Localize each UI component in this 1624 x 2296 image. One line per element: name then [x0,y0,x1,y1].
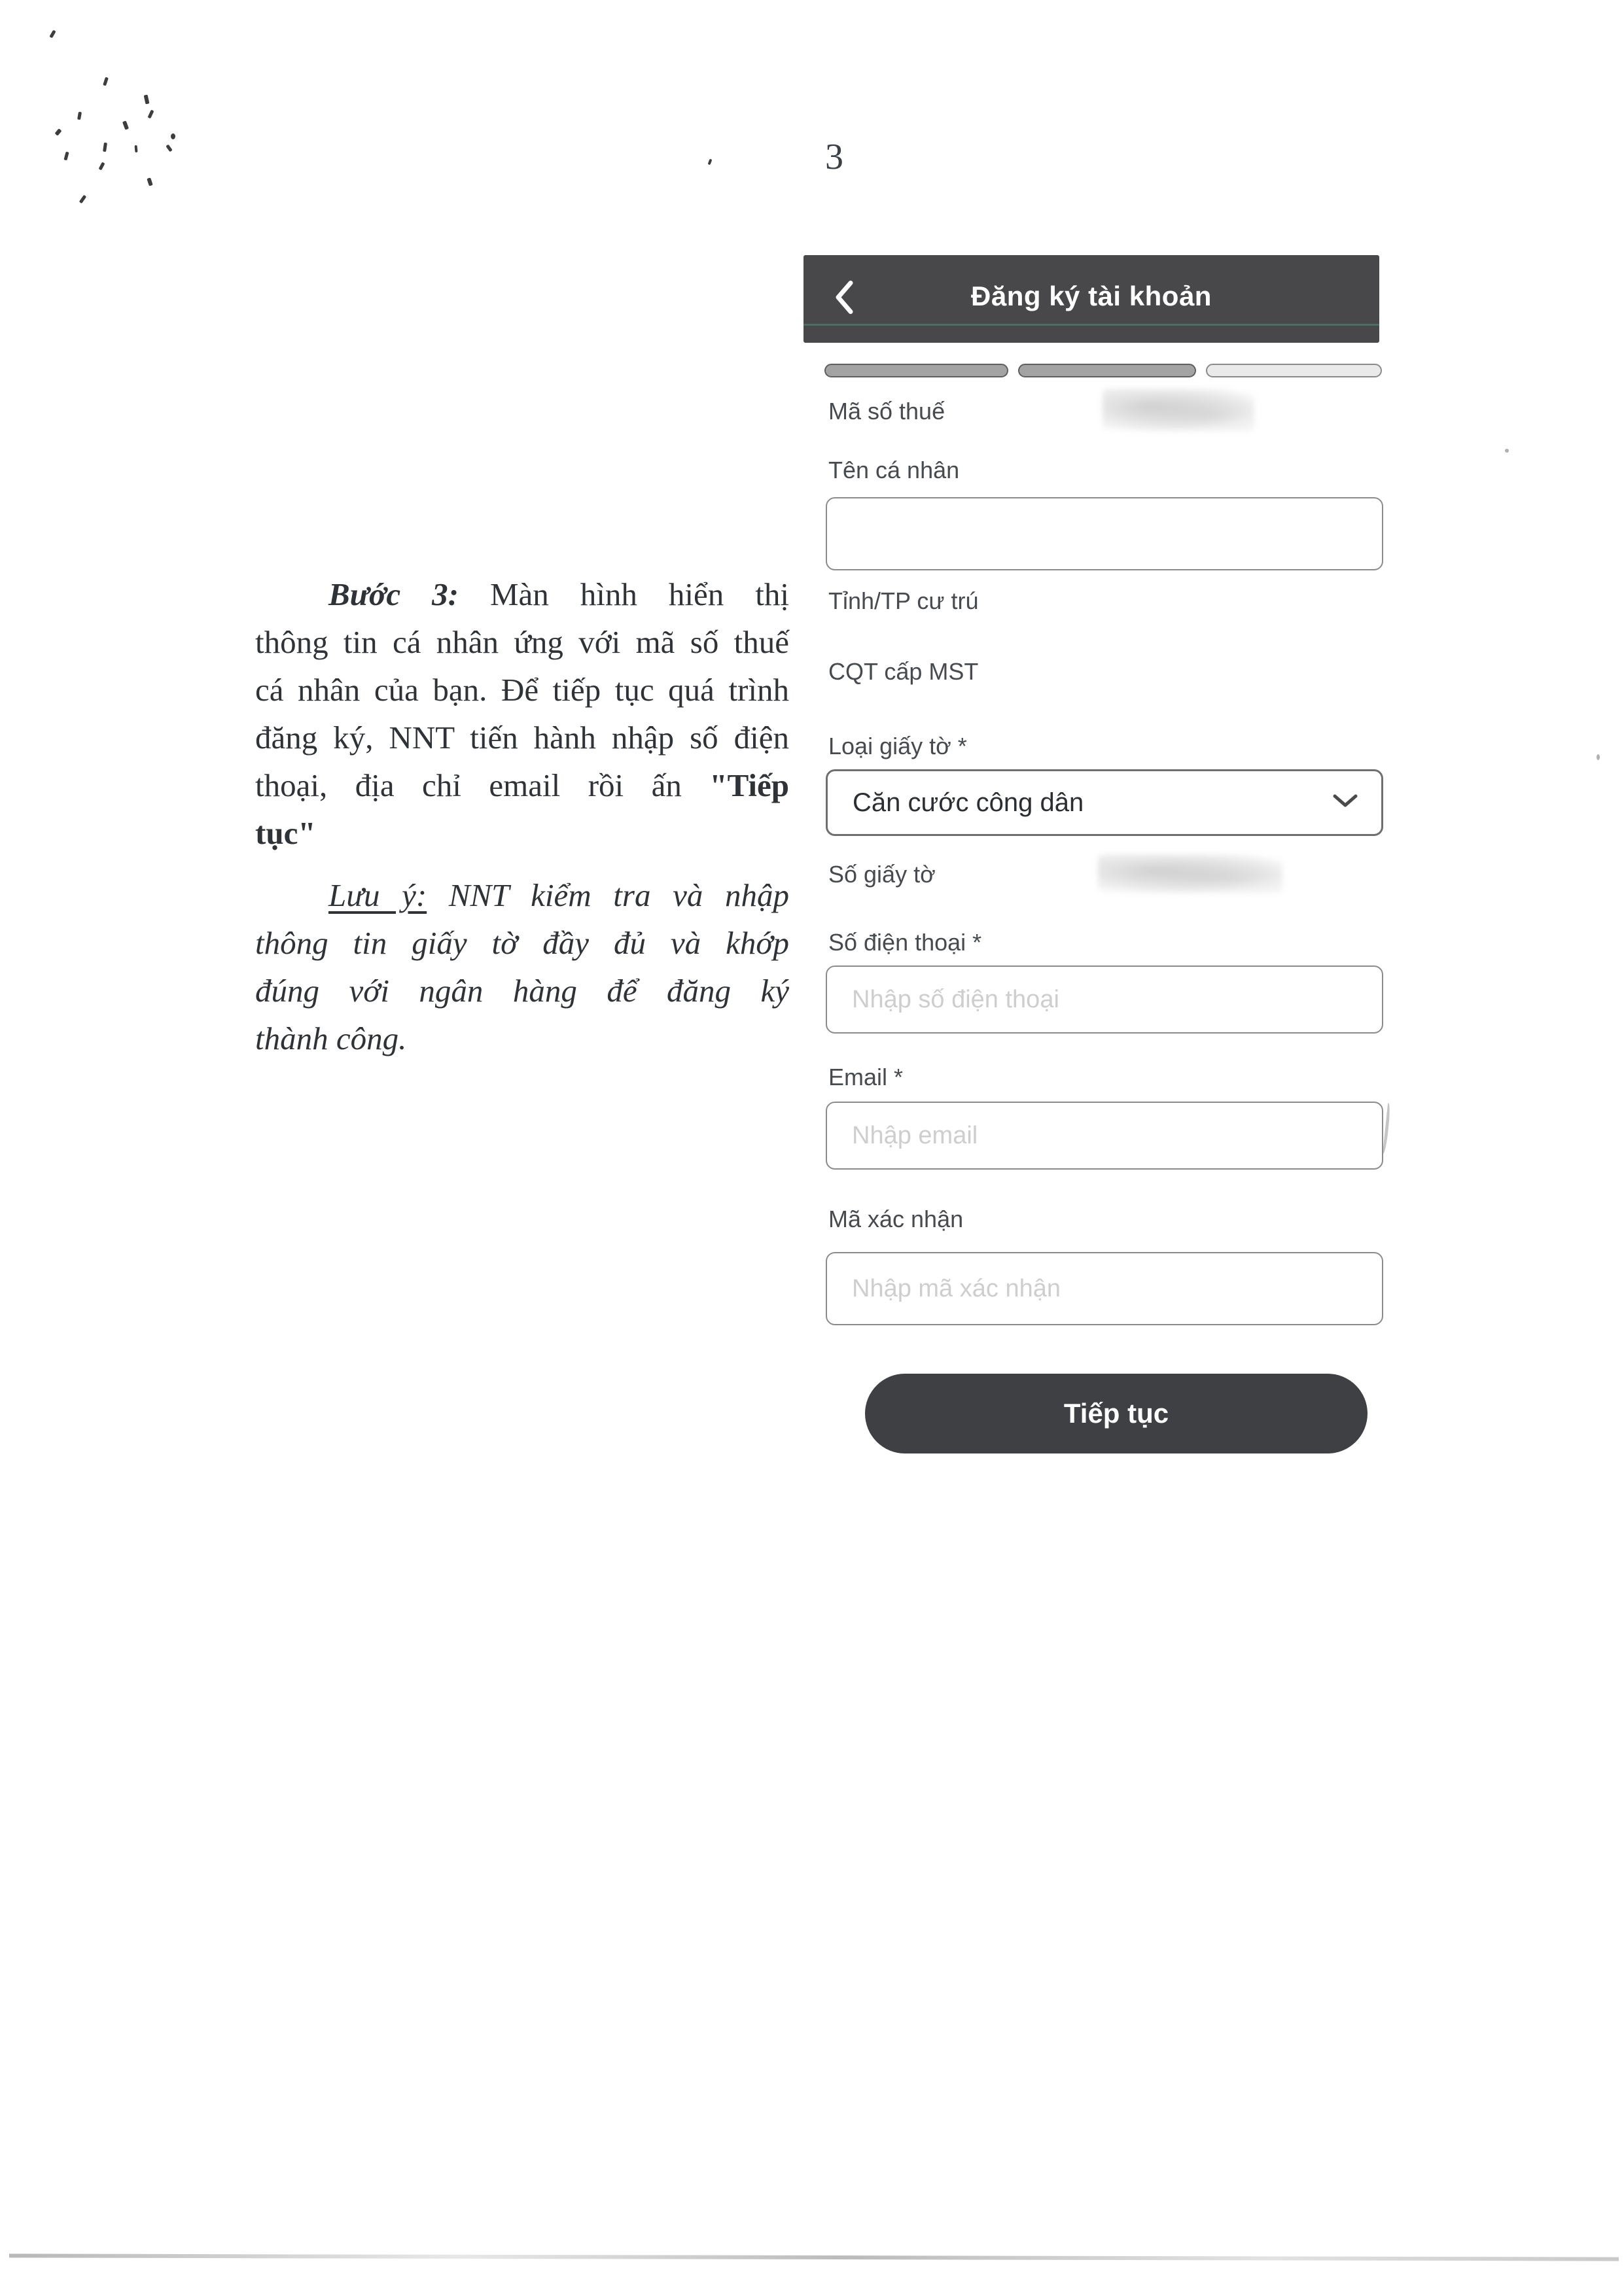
step3-paragraph: Bước 3: Màn hình hiển thị thông tin cá nhân ứng với mã số thuế cá nhân của bạn. Để tiếp tục quá trình đăng ký, NNT tiến hành nhập số điện thoại, địa chỉ email rồi ấn "Tiếp tục" [255,576,789,851]
province-label: Tỉnh/TP cư trú [828,587,979,614]
doc-type-selected-value: Căn cước công dân [853,788,1084,817]
tax-code-label: Mã số thuế [828,398,945,425]
ink-speck [166,145,172,152]
ink-speck [122,120,129,130]
doc-type-label: Loại giấy tờ * [828,733,967,759]
scan-dot [1505,449,1509,453]
ink-speck [77,112,82,120]
ink-speck [144,95,150,105]
email-label: Email * [828,1064,904,1090]
header-accent-line [803,324,1379,326]
ink-speck [103,77,109,86]
scan-streak [9,2253,1619,2261]
continue-button[interactable]: Tiếp tục [865,1374,1368,1453]
ink-speck [103,143,107,152]
ink-speck [79,195,87,204]
person-name-input[interactable] [826,497,1383,570]
ink-speck [171,133,175,139]
instruction-text-column [255,570,789,1062]
progress-step [824,364,1008,377]
app-header [803,255,1379,343]
email-input[interactable] [826,1102,1383,1170]
progress-indicator [824,364,1385,377]
doc-type-select[interactable] [826,769,1383,836]
person-name-label: Tên cá nhân [828,457,960,483]
progress-step [1018,364,1196,377]
ink-speck [98,162,105,171]
ink-speck [49,30,56,39]
erased-value-smudge [1098,854,1282,894]
chevron-down-icon [1333,794,1358,812]
app-header-title: Đăng ký tài khoản [971,281,1212,312]
page-number: 3 [825,137,843,177]
note-paragraph: Lưu ý: NNT kiểm tra và nhập thông tin giấy tờ đầy đủ và khớp đúng với ngân hàng để đăng ký thành công. [255,877,789,1056]
ink-speck [708,159,713,165]
progress-step [1206,364,1382,377]
erased-value-smudge [1103,389,1254,432]
doc-number-label: Số giấy tờ [828,861,936,888]
scan-dot [1597,754,1600,760]
phone-label: Số điện thoại * [828,929,982,956]
captcha-input[interactable] [826,1252,1383,1325]
ink-speck [135,145,138,152]
phone-input[interactable] [826,965,1383,1034]
ink-speck [54,128,62,136]
captcha-label: Mã xác nhận [828,1206,964,1232]
tax-office-label: CQT cấp MST [828,658,979,685]
ink-speck [63,152,69,161]
ink-speck [147,110,154,119]
ink-speck [147,177,152,186]
